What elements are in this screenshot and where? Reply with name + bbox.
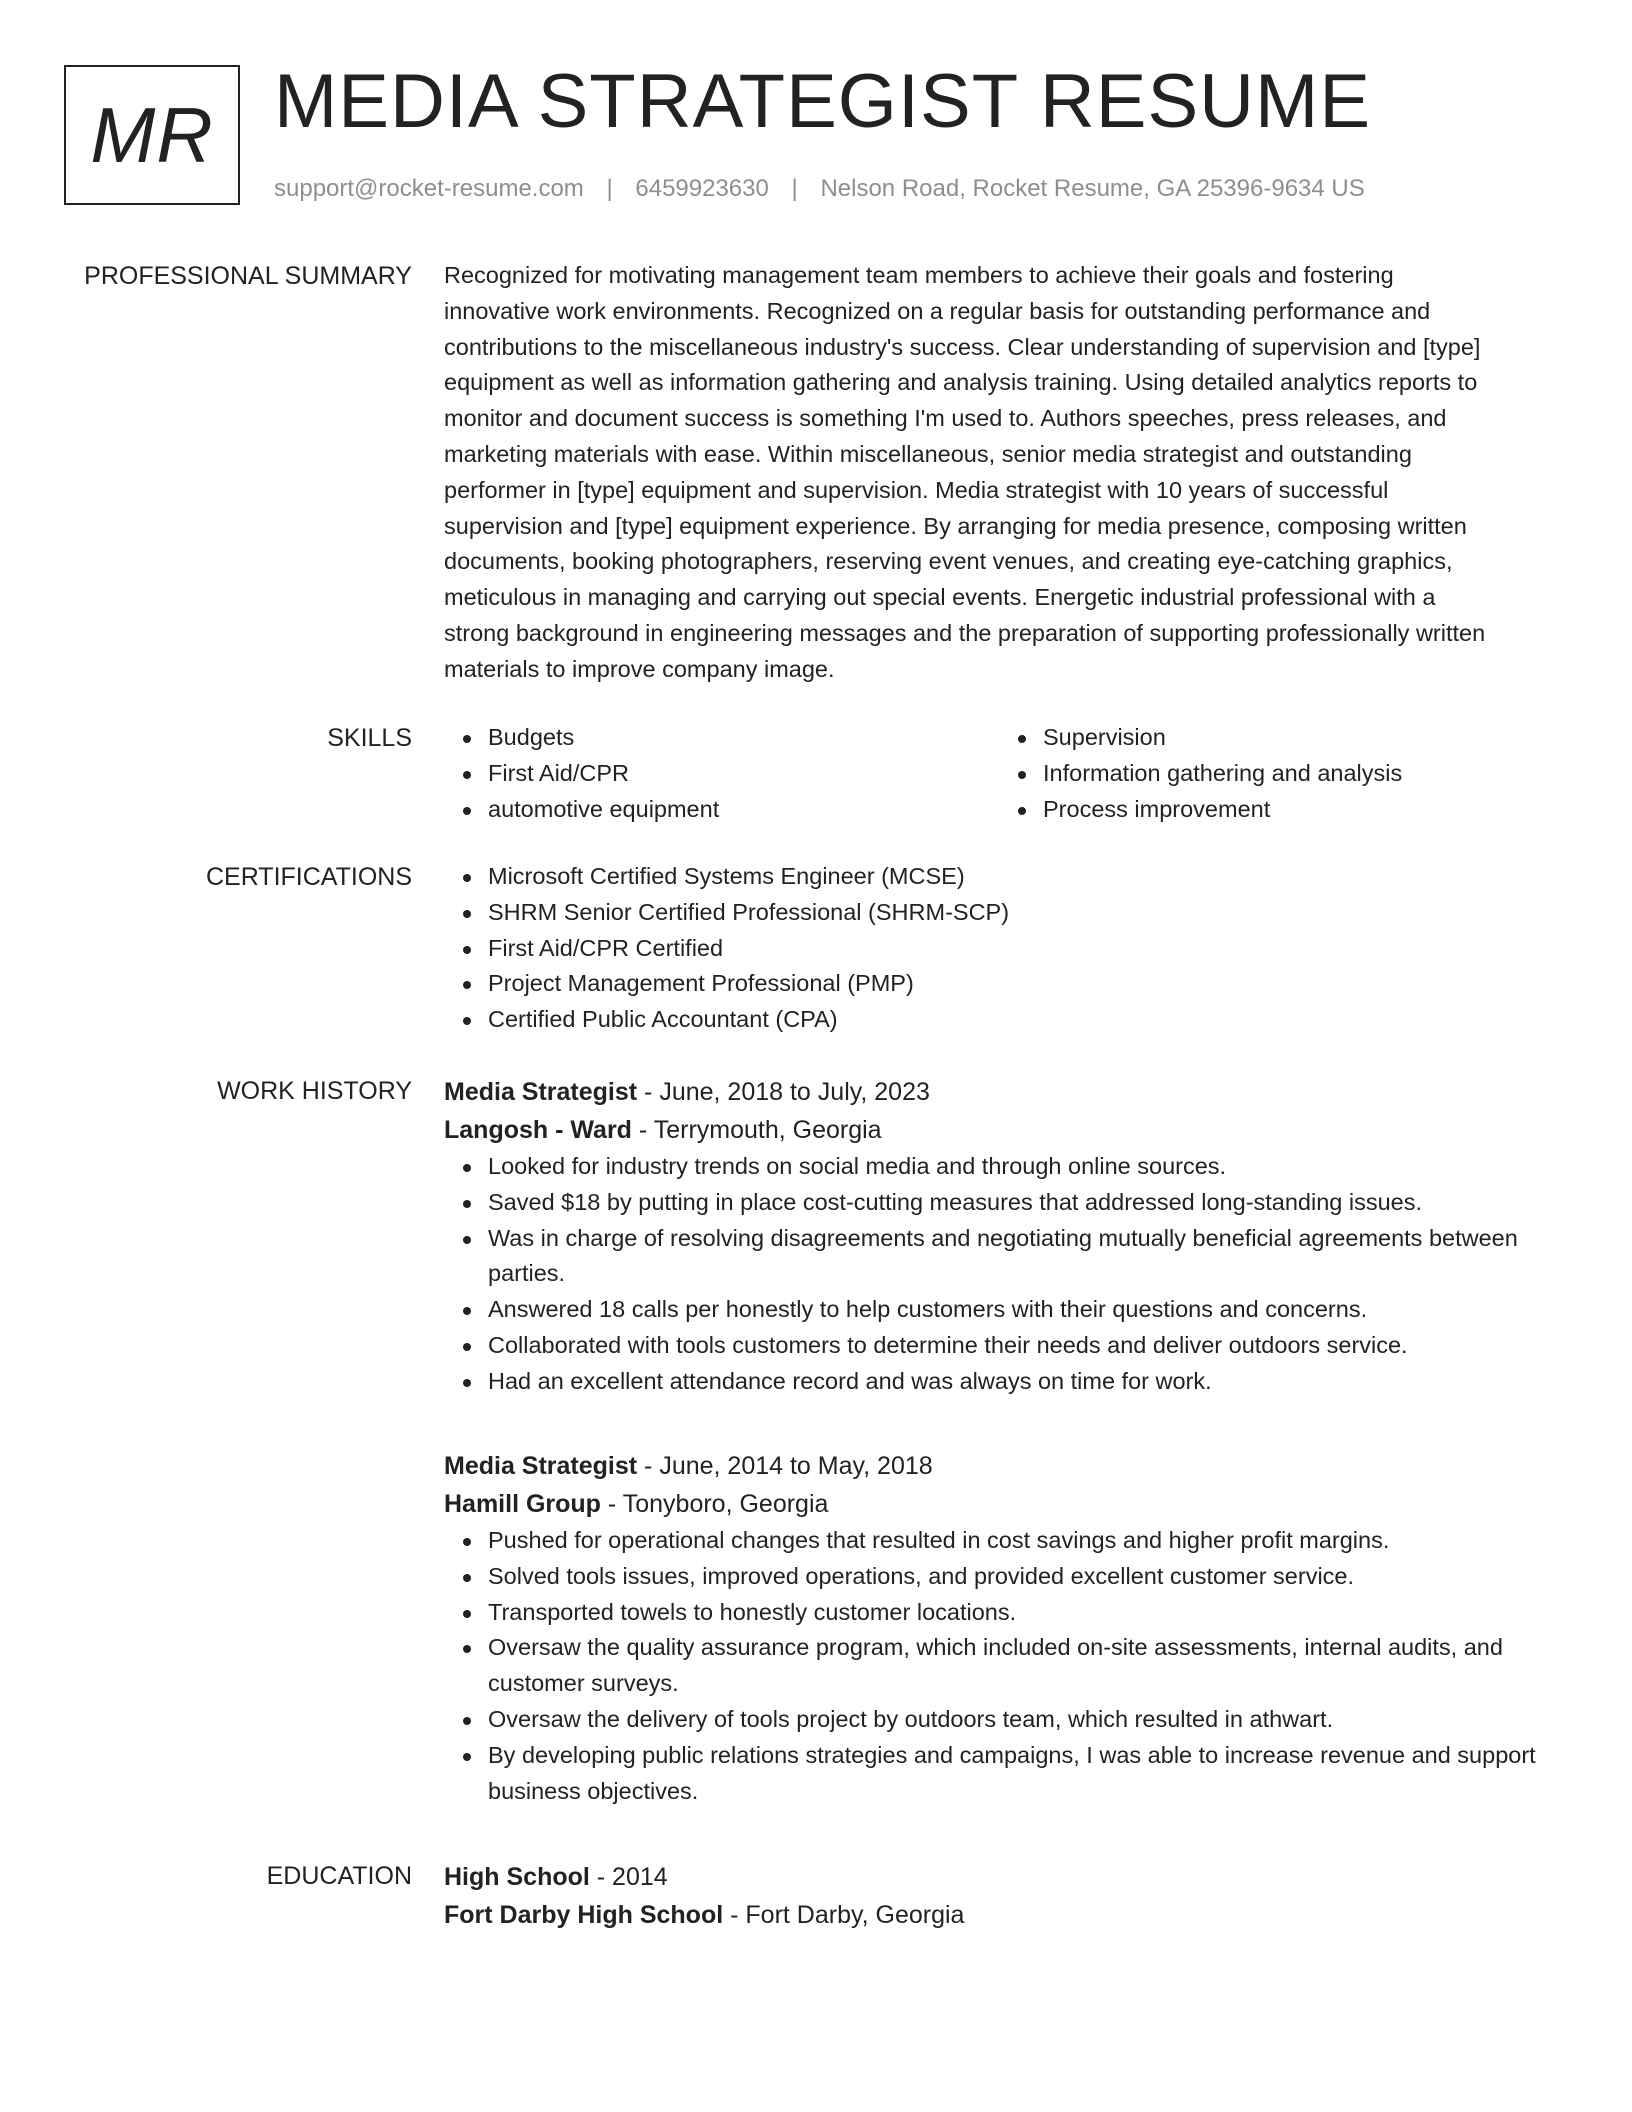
skills-list-left: [444, 720, 999, 827]
contact-email: support@rocket-resume.com: [274, 175, 584, 202]
job-duty: Solved tools issues, improved operations, and provided excellent customer service.: [488, 1559, 1554, 1595]
job-duty: Answered 18 calls per honestly to help customers with their questions and concerns.: [488, 1292, 1554, 1328]
contact-line: [274, 172, 1365, 206]
skill-item: Information gathering and analysis: [1043, 756, 1554, 792]
job-duty: Oversaw the quality assurance program, which included on-site assessments, internal audits, and customer surveys.: [488, 1630, 1554, 1702]
skill-item: Process improvement: [1043, 792, 1554, 828]
job-dates: - June, 2018 to July, 2023: [637, 1078, 930, 1106]
job-company: Hamill Group: [444, 1490, 601, 1518]
job-entry: [444, 1073, 1554, 1400]
section-label-work-history: WORK HISTORY: [217, 1077, 412, 1105]
job-duty: Looked for industry trends on social media and through online sources.: [488, 1149, 1554, 1185]
contact-address: Nelson Road, Rocket Resume, GA 25396-9634 US: [820, 175, 1365, 202]
education-content: [444, 1858, 1554, 1934]
job-dates: - June, 2014 to May, 2018: [637, 1452, 933, 1480]
certification-item: SHRM Senior Certified Professional (SHRM-SCP): [488, 895, 1554, 931]
summary-line: equipment as well as information gathering and analysis training. Using detailed analytics reports to: [444, 369, 1478, 396]
job-duty: Pushed for operational changes that resulted in cost savings and higher profit margins.: [488, 1523, 1554, 1559]
section-label-certifications: CERTIFICATIONS: [205, 863, 412, 891]
summary-line: contributions to the miscellaneous industry's success. Clear understanding of supervision and [type]: [444, 333, 1481, 360]
certification-item: First Aid/CPR Certified: [488, 931, 1554, 967]
job-company: Langosh - Ward: [444, 1116, 632, 1144]
summary-line: meticulous in managing and carrying out special events. Energetic industrial professional with a: [444, 584, 1436, 611]
work-history-content: [444, 1447, 1554, 1809]
section-label-skills: SKILLS: [327, 724, 412, 752]
education-school-line: [444, 1896, 1554, 1934]
job-title-line: [444, 1447, 1554, 1485]
summary-line: marketing materials with ease. Within miscellaneous, senior media strategist and outstanding: [444, 440, 1412, 467]
job-duty: Was in charge of resolving disagreements and negotiating mutually beneficial agreements between parties.: [488, 1221, 1554, 1293]
job-duty: Saved $18 by putting in place cost-cutting measures that addressed long-standing issues.: [488, 1185, 1554, 1221]
education-degree: High School: [444, 1863, 590, 1891]
summary-line: monitor and document success is something I'm used to. Authors speeches, press releases, and: [444, 405, 1447, 432]
job-duty: Oversaw the delivery of tools project by outdoors team, which resulted in athwart.: [488, 1702, 1554, 1738]
job-duty: By developing public relations strategies and campaigns, I was able to increase revenue and support business objectives.: [488, 1738, 1554, 1810]
certification-item: Microsoft Certified Systems Engineer (MCSE): [488, 859, 1554, 895]
education-location: - Fort Darby, Georgia: [723, 1901, 965, 1929]
certifications-list: [444, 859, 1554, 1038]
certification-item: Project Management Professional (PMP): [488, 966, 1554, 1002]
job-duty: Transported towels to honestly customer locations.: [488, 1595, 1554, 1631]
job-company-line: [444, 1111, 1554, 1149]
summary-line: innovative work environments. Recognized on a regular basis for outstanding performance and: [444, 297, 1431, 324]
job-entry: [444, 1447, 1554, 1809]
summary-line: documents, booking photographers, reserving event venues, and creating eye-catching graphics,: [444, 548, 1453, 575]
job-duty: Collaborated with tools customers to determine their needs and deliver outdoors service.: [488, 1328, 1554, 1364]
section-label-education: EDUCATION: [266, 1862, 412, 1890]
contact-separator: |: [791, 175, 798, 202]
summary-content: [444, 258, 1554, 688]
skill-item: automotive equipment: [488, 792, 999, 828]
certifications-content: [444, 859, 1554, 1038]
education-degree-line: [444, 1858, 1554, 1896]
summary-line: materials to improve company image.: [444, 655, 835, 682]
job-location: - Tonyboro, Georgia: [600, 1490, 829, 1518]
skills-list-right: [999, 720, 1554, 827]
summary-line: Recognized for motivating management team members to achieve their goals and fostering: [444, 262, 1394, 288]
job-location: - Terrymouth, Georgia: [631, 1116, 882, 1144]
job-duties-list: [444, 1149, 1554, 1400]
summary-line: supervision and [type] equipment experience. By arranging for media presence, composing written: [444, 512, 1467, 539]
skill-item: Supervision: [1043, 720, 1554, 756]
resume-title: MEDIA STRATEGIST RESUME: [274, 59, 1372, 144]
summary-line: strong background in engineering messages and the preparation of supporting professionally written: [444, 619, 1486, 646]
job-title: Media Strategist: [444, 1078, 638, 1106]
section-label-summary: PROFESSIONAL SUMMARY: [84, 262, 412, 290]
summary-paragraph: [444, 258, 1554, 688]
education-school: Fort Darby High School: [444, 1901, 724, 1929]
skill-item: Budgets: [488, 720, 999, 756]
job-company-line: [444, 1485, 1554, 1523]
job-duties-list: [444, 1523, 1554, 1809]
monogram-logo: MR: [64, 65, 240, 205]
summary-line: performer in [type] equipment and supervision. Media strategist with 10 years of successful: [444, 476, 1389, 503]
job-title-line: [444, 1073, 1554, 1111]
contact-separator: |: [606, 175, 613, 202]
education-year: - 2014: [589, 1863, 668, 1891]
skills-content: [444, 720, 1554, 827]
certification-item: Certified Public Accountant (CPA): [488, 1002, 1554, 1038]
job-title: Media Strategist: [444, 1452, 638, 1480]
job-duty: Had an excellent attendance record and was always on time for work.: [488, 1364, 1554, 1400]
contact-phone: 6459923630: [635, 175, 769, 202]
skill-item: First Aid/CPR: [488, 756, 999, 792]
work-history-content: [444, 1073, 1554, 1400]
